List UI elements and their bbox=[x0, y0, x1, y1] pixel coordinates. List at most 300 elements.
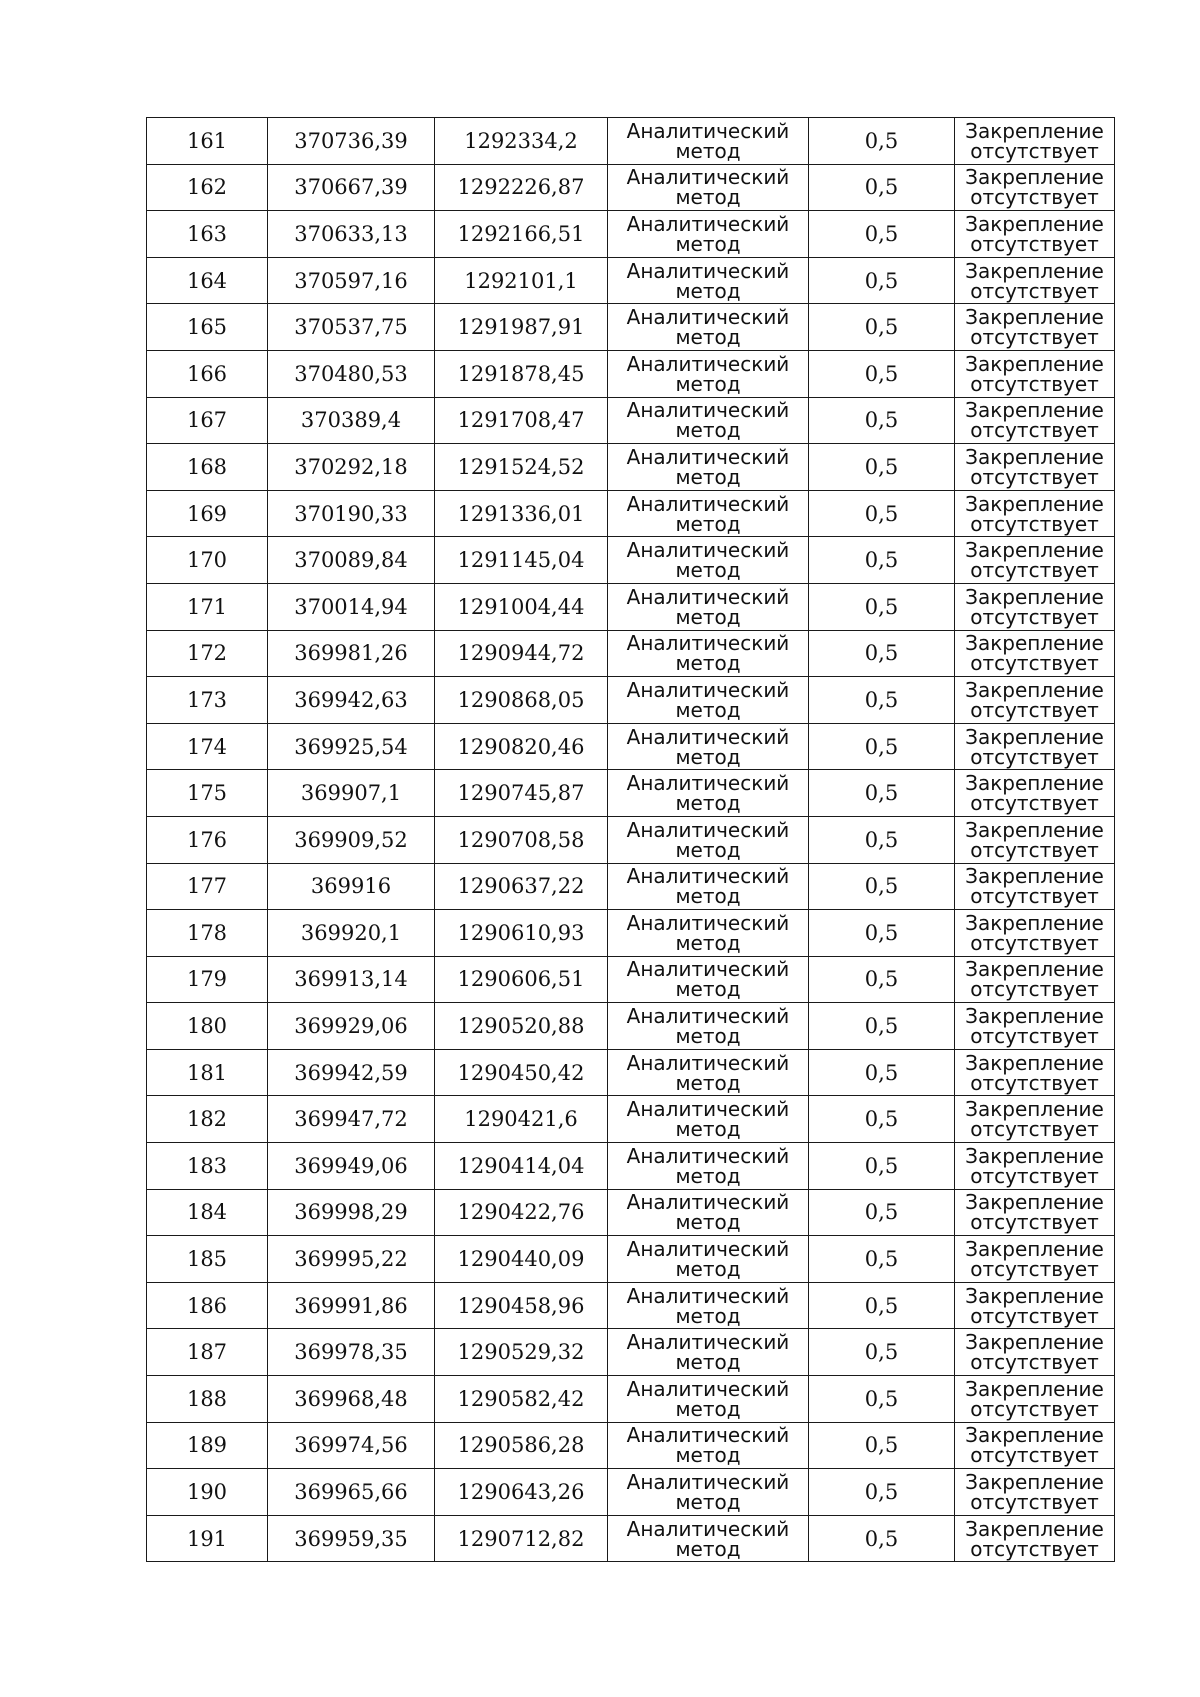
accuracy-cell: 0,5 bbox=[809, 583, 955, 630]
y-coordinate-cell: 1290745,87 bbox=[435, 770, 608, 817]
method-line-2: метод bbox=[675, 511, 741, 536]
fixation-line-2: отсутствует bbox=[970, 371, 1099, 396]
y-coordinate-cell: 1292226,87 bbox=[435, 164, 608, 211]
fixation-line-1: Закрепление bbox=[965, 211, 1104, 236]
fixation-cell bbox=[955, 1003, 1115, 1050]
accuracy-cell: 0,5 bbox=[809, 1189, 955, 1236]
fixation-cell bbox=[955, 630, 1115, 677]
fixation-line-1: Закрепление bbox=[965, 817, 1104, 842]
table-row bbox=[147, 1515, 1115, 1562]
point-number-cell: 189 bbox=[147, 1422, 268, 1469]
accuracy-cell: 0,5 bbox=[809, 211, 955, 258]
method-line-2: метод bbox=[675, 1350, 741, 1375]
method-cell bbox=[608, 397, 809, 444]
fixation-line-2: отсутствует bbox=[970, 185, 1099, 210]
method-line-1: Аналитический bbox=[626, 1004, 790, 1029]
point-number-cell: 183 bbox=[147, 1143, 268, 1190]
accuracy-cell: 0,5 bbox=[809, 1469, 955, 1516]
table-row bbox=[147, 723, 1115, 770]
fixation-line-1: Закрепление bbox=[965, 724, 1104, 749]
y-coordinate-cell: 1290520,88 bbox=[435, 1003, 608, 1050]
fixation-cell bbox=[955, 490, 1115, 537]
method-cell bbox=[608, 1003, 809, 1050]
coordinates-table-body bbox=[147, 118, 1115, 1562]
point-number-cell: 167 bbox=[147, 397, 268, 444]
table-row bbox=[147, 1096, 1115, 1143]
method-line-1: Аналитический bbox=[626, 398, 790, 423]
fixation-cell bbox=[955, 770, 1115, 817]
accuracy-cell: 0,5 bbox=[809, 1143, 955, 1190]
method-line-1: Аналитический bbox=[626, 118, 790, 143]
fixation-line-2: отсутствует bbox=[970, 884, 1099, 909]
x-coordinate-cell: 369907,1 bbox=[268, 770, 435, 817]
fixation-line-2: отсутствует bbox=[970, 418, 1099, 443]
method-line-2: метод bbox=[675, 1257, 741, 1282]
accuracy-cell: 0,5 bbox=[809, 1096, 955, 1143]
y-coordinate-cell: 1290582,42 bbox=[435, 1376, 608, 1423]
accuracy-cell: 0,5 bbox=[809, 257, 955, 304]
method-cell bbox=[608, 816, 809, 863]
point-number-cell: 181 bbox=[147, 1049, 268, 1096]
accuracy-cell: 0,5 bbox=[809, 816, 955, 863]
method-line-1: Аналитический bbox=[626, 1050, 790, 1075]
fixation-line-1: Закрепление bbox=[965, 864, 1104, 889]
accuracy-cell: 0,5 bbox=[809, 118, 955, 165]
x-coordinate-cell: 370597,16 bbox=[268, 257, 435, 304]
method-line-2: метод bbox=[675, 185, 741, 210]
fixation-cell bbox=[955, 304, 1115, 351]
method-line-2: метод bbox=[675, 371, 741, 396]
fixation-line-1: Закрепление bbox=[965, 1097, 1104, 1122]
fixation-line-2: отсутствует bbox=[970, 1396, 1099, 1421]
accuracy-cell: 0,5 bbox=[809, 1376, 955, 1423]
fixation-line-1: Закрепление bbox=[965, 538, 1104, 563]
method-line-2: метод bbox=[675, 1536, 741, 1561]
y-coordinate-cell: 1290610,93 bbox=[435, 910, 608, 957]
fixation-line-2: отсутствует bbox=[970, 1070, 1099, 1095]
table-row bbox=[147, 490, 1115, 537]
fixation-cell bbox=[955, 723, 1115, 770]
accuracy-cell: 0,5 bbox=[809, 910, 955, 957]
table-row bbox=[147, 397, 1115, 444]
fixation-line-1: Закрепление bbox=[965, 1516, 1104, 1541]
method-cell bbox=[608, 956, 809, 1003]
method-line-2: метод bbox=[675, 1396, 741, 1421]
table-row bbox=[147, 164, 1115, 211]
fixation-line-2: отсутствует bbox=[970, 1210, 1099, 1235]
method-line-1: Аналитический bbox=[626, 1470, 790, 1495]
y-coordinate-cell: 1290708,58 bbox=[435, 816, 608, 863]
point-number-cell: 173 bbox=[147, 677, 268, 724]
point-number-cell: 186 bbox=[147, 1282, 268, 1329]
y-coordinate-cell: 1290586,28 bbox=[435, 1422, 608, 1469]
y-coordinate-cell: 1291708,47 bbox=[435, 397, 608, 444]
fixation-cell bbox=[955, 1329, 1115, 1376]
x-coordinate-cell: 369920,1 bbox=[268, 910, 435, 957]
point-number-cell: 177 bbox=[147, 863, 268, 910]
fixation-line-2: отсутствует bbox=[970, 837, 1099, 862]
fixation-line-1: Закрепление bbox=[965, 957, 1104, 982]
method-line-2: метод bbox=[675, 1490, 741, 1515]
accuracy-cell: 0,5 bbox=[809, 1236, 955, 1283]
fixation-cell bbox=[955, 910, 1115, 957]
method-line-2: метод bbox=[675, 930, 741, 955]
table-row bbox=[147, 211, 1115, 258]
point-number-cell: 165 bbox=[147, 304, 268, 351]
y-coordinate-cell: 1292166,51 bbox=[435, 211, 608, 258]
table-row bbox=[147, 1003, 1115, 1050]
fixation-line-1: Закрепление bbox=[965, 398, 1104, 423]
x-coordinate-cell: 370089,84 bbox=[268, 537, 435, 584]
y-coordinate-cell: 1290414,04 bbox=[435, 1143, 608, 1190]
coordinates-table bbox=[146, 117, 1115, 1562]
point-number-cell: 185 bbox=[147, 1236, 268, 1283]
method-line-2: метод bbox=[675, 791, 741, 816]
accuracy-cell: 0,5 bbox=[809, 1515, 955, 1562]
point-number-cell: 172 bbox=[147, 630, 268, 677]
method-cell bbox=[608, 677, 809, 724]
fixation-line-1: Закрепление bbox=[965, 444, 1104, 469]
point-number-cell: 161 bbox=[147, 118, 268, 165]
y-coordinate-cell: 1290422,76 bbox=[435, 1189, 608, 1236]
table-row bbox=[147, 257, 1115, 304]
method-cell bbox=[608, 630, 809, 677]
method-line-1: Аналитический bbox=[626, 1516, 790, 1541]
method-cell bbox=[608, 444, 809, 491]
y-coordinate-cell: 1290440,09 bbox=[435, 1236, 608, 1283]
x-coordinate-cell: 370190,33 bbox=[268, 490, 435, 537]
method-line-1: Аналитический bbox=[626, 538, 790, 563]
fixation-line-2: отсутствует bbox=[970, 977, 1099, 1002]
x-coordinate-cell: 369965,66 bbox=[268, 1469, 435, 1516]
method-cell bbox=[608, 304, 809, 351]
x-coordinate-cell: 369925,54 bbox=[268, 723, 435, 770]
fixation-cell bbox=[955, 956, 1115, 1003]
x-coordinate-cell: 369916 bbox=[268, 863, 435, 910]
method-line-2: метод bbox=[675, 604, 741, 629]
method-line-2: метод bbox=[675, 231, 741, 256]
method-line-1: Аналитический bbox=[626, 351, 790, 376]
method-cell bbox=[608, 490, 809, 537]
method-line-2: метод bbox=[675, 1303, 741, 1328]
method-cell bbox=[608, 1189, 809, 1236]
method-line-1: Аналитический bbox=[626, 1237, 790, 1262]
table-row bbox=[147, 677, 1115, 724]
method-cell bbox=[608, 537, 809, 584]
fixation-cell bbox=[955, 816, 1115, 863]
accuracy-cell: 0,5 bbox=[809, 630, 955, 677]
fixation-line-1: Закрепление bbox=[965, 584, 1104, 609]
point-number-cell: 163 bbox=[147, 211, 268, 258]
method-line-1: Аналитический bbox=[626, 1423, 790, 1448]
point-number-cell: 179 bbox=[147, 956, 268, 1003]
fixation-cell bbox=[955, 1049, 1115, 1096]
x-coordinate-cell: 370736,39 bbox=[268, 118, 435, 165]
fixation-line-2: отсутствует bbox=[970, 1257, 1099, 1282]
x-coordinate-cell: 370292,18 bbox=[268, 444, 435, 491]
method-line-2: метод bbox=[675, 138, 741, 163]
table-row bbox=[147, 1329, 1115, 1376]
method-line-2: метод bbox=[675, 651, 741, 676]
method-cell bbox=[608, 583, 809, 630]
table-row bbox=[147, 1376, 1115, 1423]
method-line-2: метод bbox=[675, 325, 741, 350]
fixation-line-1: Закрепление bbox=[965, 1376, 1104, 1401]
fixation-cell bbox=[955, 1143, 1115, 1190]
table-row bbox=[147, 1049, 1115, 1096]
fixation-line-2: отсутствует bbox=[970, 278, 1099, 303]
method-line-2: метод bbox=[675, 1070, 741, 1095]
fixation-line-2: отсутствует bbox=[970, 138, 1099, 163]
table-row bbox=[147, 863, 1115, 910]
y-coordinate-cell: 1291878,45 bbox=[435, 350, 608, 397]
fixation-line-2: отсутствует bbox=[970, 1443, 1099, 1468]
y-coordinate-cell: 1290643,26 bbox=[435, 1469, 608, 1516]
table-row bbox=[147, 1236, 1115, 1283]
x-coordinate-cell: 369909,52 bbox=[268, 816, 435, 863]
fixation-line-2: отсутствует bbox=[970, 1117, 1099, 1142]
y-coordinate-cell: 1291987,91 bbox=[435, 304, 608, 351]
fixation-line-2: отсутствует bbox=[970, 1163, 1099, 1188]
table-row bbox=[147, 910, 1115, 957]
method-line-1: Аналитический bbox=[626, 258, 790, 283]
accuracy-cell: 0,5 bbox=[809, 164, 955, 211]
method-line-1: Аналитический bbox=[626, 817, 790, 842]
x-coordinate-cell: 370633,13 bbox=[268, 211, 435, 258]
x-coordinate-cell: 369991,86 bbox=[268, 1282, 435, 1329]
fixation-cell bbox=[955, 118, 1115, 165]
method-cell bbox=[608, 1236, 809, 1283]
fixation-cell bbox=[955, 444, 1115, 491]
fixation-cell bbox=[955, 350, 1115, 397]
fixation-line-1: Закрепление bbox=[965, 118, 1104, 143]
x-coordinate-cell: 369959,35 bbox=[268, 1515, 435, 1562]
table-row bbox=[147, 537, 1115, 584]
fixation-cell bbox=[955, 257, 1115, 304]
fixation-line-2: отсутствует bbox=[970, 791, 1099, 816]
method-line-2: метод bbox=[675, 744, 741, 769]
method-line-1: Аналитический bbox=[626, 1143, 790, 1168]
y-coordinate-cell: 1290606,51 bbox=[435, 956, 608, 1003]
method-line-2: метод bbox=[675, 1163, 741, 1188]
point-number-cell: 187 bbox=[147, 1329, 268, 1376]
fixation-cell bbox=[955, 1422, 1115, 1469]
y-coordinate-cell: 1291336,01 bbox=[435, 490, 608, 537]
fixation-line-1: Закрепление bbox=[965, 1423, 1104, 1448]
fixation-line-2: отсутствует bbox=[970, 604, 1099, 629]
fixation-line-2: отсутствует bbox=[970, 651, 1099, 676]
y-coordinate-cell: 1292334,2 bbox=[435, 118, 608, 165]
method-line-1: Аналитический bbox=[626, 724, 790, 749]
point-number-cell: 180 bbox=[147, 1003, 268, 1050]
point-number-cell: 184 bbox=[147, 1189, 268, 1236]
method-line-2: метод bbox=[675, 884, 741, 909]
accuracy-cell: 0,5 bbox=[809, 397, 955, 444]
method-cell bbox=[608, 1515, 809, 1562]
fixation-cell bbox=[955, 1469, 1115, 1516]
point-number-cell: 178 bbox=[147, 910, 268, 957]
fixation-line-1: Закрепление bbox=[965, 1237, 1104, 1262]
method-line-1: Аналитический bbox=[626, 491, 790, 516]
method-line-1: Аналитический bbox=[626, 957, 790, 982]
fixation-line-2: отсутствует bbox=[970, 1490, 1099, 1515]
fixation-cell bbox=[955, 1096, 1115, 1143]
accuracy-cell: 0,5 bbox=[809, 863, 955, 910]
fixation-line-1: Закрепление bbox=[965, 910, 1104, 935]
fixation-line-2: отсутствует bbox=[970, 697, 1099, 722]
method-cell bbox=[608, 1049, 809, 1096]
point-number-cell: 188 bbox=[147, 1376, 268, 1423]
method-line-2: метод bbox=[675, 558, 741, 583]
method-line-1: Аналитический bbox=[626, 1283, 790, 1308]
fixation-cell bbox=[955, 1376, 1115, 1423]
x-coordinate-cell: 369981,26 bbox=[268, 630, 435, 677]
point-number-cell: 176 bbox=[147, 816, 268, 863]
fixation-cell bbox=[955, 1189, 1115, 1236]
y-coordinate-cell: 1290868,05 bbox=[435, 677, 608, 724]
accuracy-cell: 0,5 bbox=[809, 1422, 955, 1469]
table-row bbox=[147, 1143, 1115, 1190]
x-coordinate-cell: 370480,53 bbox=[268, 350, 435, 397]
method-line-1: Аналитический bbox=[626, 864, 790, 889]
fixation-line-2: отсутствует bbox=[970, 231, 1099, 256]
method-line-2: метод bbox=[675, 1117, 741, 1142]
accuracy-cell: 0,5 bbox=[809, 770, 955, 817]
table-row bbox=[147, 1469, 1115, 1516]
method-line-1: Аналитический bbox=[626, 677, 790, 702]
accuracy-cell: 0,5 bbox=[809, 490, 955, 537]
fixation-cell bbox=[955, 863, 1115, 910]
method-line-2: метод bbox=[675, 418, 741, 443]
point-number-cell: 162 bbox=[147, 164, 268, 211]
point-number-cell: 170 bbox=[147, 537, 268, 584]
table-row bbox=[147, 350, 1115, 397]
accuracy-cell: 0,5 bbox=[809, 537, 955, 584]
x-coordinate-cell: 369978,35 bbox=[268, 1329, 435, 1376]
accuracy-cell: 0,5 bbox=[809, 1049, 955, 1096]
method-cell bbox=[608, 910, 809, 957]
y-coordinate-cell: 1290637,22 bbox=[435, 863, 608, 910]
x-coordinate-cell: 369995,22 bbox=[268, 1236, 435, 1283]
x-coordinate-cell: 369974,56 bbox=[268, 1422, 435, 1469]
table-row bbox=[147, 1282, 1115, 1329]
fixation-line-2: отсутствует bbox=[970, 1350, 1099, 1375]
method-line-2: метод bbox=[675, 837, 741, 862]
fixation-cell bbox=[955, 1515, 1115, 1562]
fixation-line-2: отсутствует bbox=[970, 511, 1099, 536]
method-cell bbox=[608, 1376, 809, 1423]
fixation-line-1: Закрепление bbox=[965, 258, 1104, 283]
point-number-cell: 191 bbox=[147, 1515, 268, 1562]
table-row bbox=[147, 444, 1115, 491]
fixation-line-1: Закрепление bbox=[965, 1470, 1104, 1495]
method-line-1: Аналитический bbox=[626, 1376, 790, 1401]
fixation-cell bbox=[955, 211, 1115, 258]
table-row bbox=[147, 304, 1115, 351]
method-line-1: Аналитический bbox=[626, 584, 790, 609]
point-number-cell: 164 bbox=[147, 257, 268, 304]
method-line-1: Аналитический bbox=[626, 1190, 790, 1215]
method-cell bbox=[608, 1096, 809, 1143]
fixation-line-1: Закрепление bbox=[965, 491, 1104, 516]
fixation-cell bbox=[955, 583, 1115, 630]
y-coordinate-cell: 1290529,32 bbox=[435, 1329, 608, 1376]
fixation-cell bbox=[955, 537, 1115, 584]
point-number-cell: 182 bbox=[147, 1096, 268, 1143]
x-coordinate-cell: 369998,29 bbox=[268, 1189, 435, 1236]
table-row bbox=[147, 770, 1115, 817]
method-line-1: Аналитический bbox=[626, 165, 790, 190]
method-cell bbox=[608, 257, 809, 304]
fixation-line-1: Закрепление bbox=[965, 165, 1104, 190]
method-cell bbox=[608, 770, 809, 817]
point-number-cell: 174 bbox=[147, 723, 268, 770]
table-row bbox=[147, 583, 1115, 630]
method-line-2: метод bbox=[675, 1024, 741, 1049]
method-line-2: метод bbox=[675, 278, 741, 303]
fixation-line-1: Закрепление bbox=[965, 677, 1104, 702]
fixation-cell bbox=[955, 397, 1115, 444]
x-coordinate-cell: 369942,63 bbox=[268, 677, 435, 724]
fixation-cell bbox=[955, 1236, 1115, 1283]
method-line-2: метод bbox=[675, 1210, 741, 1235]
fixation-line-1: Закрепление bbox=[965, 1283, 1104, 1308]
fixation-line-2: отсутствует bbox=[970, 325, 1099, 350]
table-row bbox=[147, 630, 1115, 677]
point-number-cell: 175 bbox=[147, 770, 268, 817]
fixation-line-2: отсутствует bbox=[970, 744, 1099, 769]
y-coordinate-cell: 1291524,52 bbox=[435, 444, 608, 491]
x-coordinate-cell: 369949,06 bbox=[268, 1143, 435, 1190]
x-coordinate-cell: 370537,75 bbox=[268, 304, 435, 351]
table-row bbox=[147, 1422, 1115, 1469]
point-number-cell: 168 bbox=[147, 444, 268, 491]
x-coordinate-cell: 369968,48 bbox=[268, 1376, 435, 1423]
fixation-line-2: отсутствует bbox=[970, 464, 1099, 489]
accuracy-cell: 0,5 bbox=[809, 677, 955, 724]
fixation-cell bbox=[955, 164, 1115, 211]
x-coordinate-cell: 369942,59 bbox=[268, 1049, 435, 1096]
fixation-line-1: Закрепление bbox=[965, 305, 1104, 330]
method-cell bbox=[608, 1469, 809, 1516]
y-coordinate-cell: 1290944,72 bbox=[435, 630, 608, 677]
accuracy-cell: 0,5 bbox=[809, 1329, 955, 1376]
method-line-1: Аналитический bbox=[626, 305, 790, 330]
accuracy-cell: 0,5 bbox=[809, 304, 955, 351]
point-number-cell: 169 bbox=[147, 490, 268, 537]
method-cell bbox=[608, 1143, 809, 1190]
table-row bbox=[147, 816, 1115, 863]
method-cell bbox=[608, 723, 809, 770]
accuracy-cell: 0,5 bbox=[809, 444, 955, 491]
fixation-line-2: отсутствует bbox=[970, 1536, 1099, 1561]
y-coordinate-cell: 1290450,42 bbox=[435, 1049, 608, 1096]
y-coordinate-cell: 1291145,04 bbox=[435, 537, 608, 584]
table-row bbox=[147, 118, 1115, 165]
method-line-2: метод bbox=[675, 464, 741, 489]
y-coordinate-cell: 1290458,96 bbox=[435, 1282, 608, 1329]
x-coordinate-cell: 369929,06 bbox=[268, 1003, 435, 1050]
fixation-cell bbox=[955, 1282, 1115, 1329]
method-line-1: Аналитический bbox=[626, 631, 790, 656]
method-line-2: метод bbox=[675, 977, 741, 1002]
method-line-1: Аналитический bbox=[626, 211, 790, 236]
method-cell bbox=[608, 164, 809, 211]
x-coordinate-cell: 370389,4 bbox=[268, 397, 435, 444]
method-line-2: метод bbox=[675, 697, 741, 722]
fixation-line-2: отсутствует bbox=[970, 930, 1099, 955]
table-row bbox=[147, 1189, 1115, 1236]
